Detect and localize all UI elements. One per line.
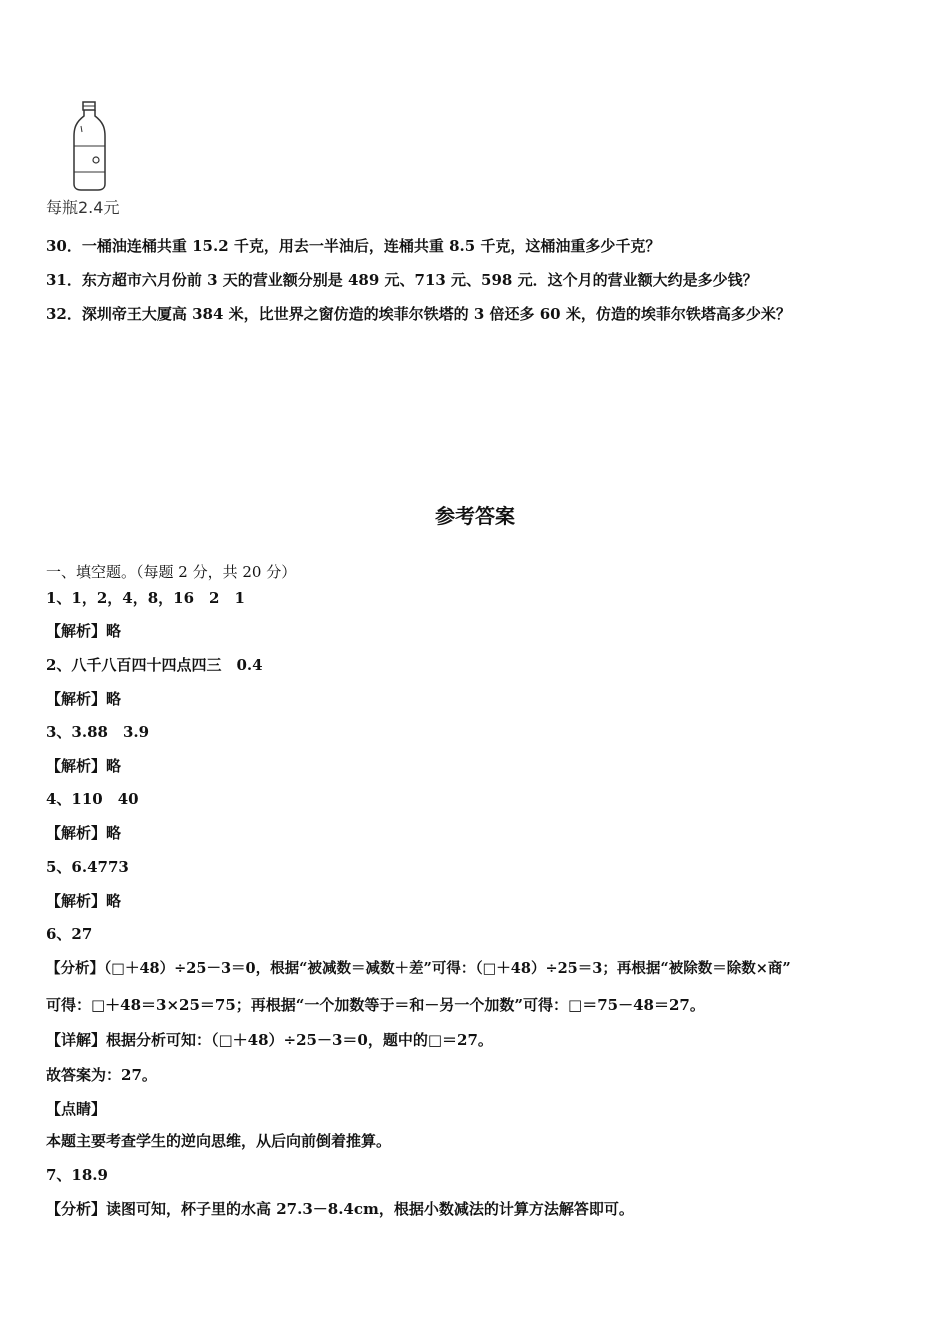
- answer-line: 6、27: [46, 925, 93, 943]
- answer-line: 【解析】略: [46, 690, 122, 708]
- answer-line: 【详解】根据分析可知：（□＋48）÷25－3＝0，题中的□＝27。: [46, 1031, 493, 1049]
- answer-line: 本题主要考查学生的逆向思维，从后向前倒着推算。: [46, 1132, 392, 1150]
- answer-line: 【解析】略: [46, 824, 122, 842]
- section-heading: 一、填空题。（每题 2 分，共 20 分）: [46, 563, 297, 581]
- answer-line: 【解析】略: [46, 757, 122, 775]
- answer-line: 3、3.88 3.9: [46, 723, 150, 741]
- answer-line: 【解析】略: [46, 892, 122, 910]
- question-32: 32．深圳帝王大厦高 384 米，比世界之窗仿造的埃菲尔铁塔的 3 倍还多 60 米，仿造的埃菲尔铁塔高多少米？: [46, 305, 791, 323]
- answers-title: 参考答案: [435, 504, 515, 528]
- answer-line: 5、6.4773: [46, 858, 129, 876]
- price-label: 每瓶2.4元: [46, 198, 120, 217]
- answer-line: 【分析】（□＋48）÷25－3＝0，根据“被减数＝减数＋差”可得：（□＋48）÷25＝3；再根据“被除数＝除数×商”: [46, 960, 791, 977]
- question-31: 31．东方超市六月份前 3 天的营业额分别是 489 元、713 元、598 元．这个月的营业额大约是多少钱？: [46, 271, 758, 289]
- answer-line: 1、1，2，4，8，16 2 1: [46, 589, 245, 607]
- answer-line: 4、110 40: [46, 790, 139, 808]
- answer-line: 【分析】读图可知，杯子里的水高 27.3－8.4cm，根据小数减法的计算方法解答即可。: [46, 1200, 634, 1218]
- answer-line: 【点睛】: [46, 1100, 107, 1118]
- answer-line: 7、18.9: [46, 1166, 108, 1184]
- answer-line: 可得：□＋48＝3×25＝75；再根据“一个加数等于＝和－另一个加数”可得：□＝75－48＝27。: [46, 996, 705, 1014]
- answer-line: 故答案为：27。: [46, 1066, 157, 1084]
- answer-line: 【解析】略: [46, 622, 122, 640]
- answer-line: 2、八千八百四十四点四三 0.4: [46, 656, 263, 674]
- question-30: 30．一桶油连桶共重 15.2 千克，用去一半油后，连桶共重 8.5 千克，这桶油重多少千克？: [46, 237, 661, 255]
